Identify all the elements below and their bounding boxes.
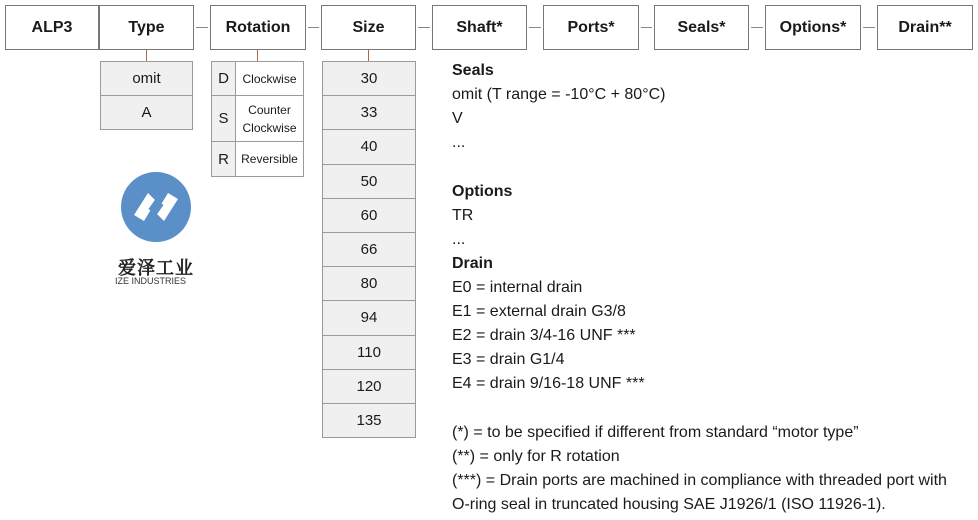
separator-dash: [196, 27, 208, 28]
logo-chinese-name: 爱泽工业: [118, 258, 194, 278]
size-option: 120: [322, 369, 416, 404]
separator-dash: [418, 27, 430, 28]
footnote: (***) = Drain ports are machined in compliance with threaded port with: [452, 472, 947, 489]
separator-dash: [863, 27, 875, 28]
connector-rotation: [257, 50, 258, 61]
seals-item: V: [452, 110, 463, 127]
rotation-label: Reversible: [241, 152, 298, 166]
footnote: (*) = to be specified if different from standard “motor type”: [452, 424, 859, 441]
header-box-drain: Drain**: [877, 5, 973, 50]
type-option-omit: omit: [100, 61, 193, 96]
connector-type: [146, 50, 147, 61]
size-option: 110: [322, 335, 416, 370]
rotation-label: Counter Clockwise: [242, 102, 297, 135]
size-option: 60: [322, 198, 416, 233]
ize-logo-icon: [120, 171, 192, 243]
separator-dash: [751, 27, 763, 28]
seals-item: omit (T range = -10°C + 80°C): [452, 86, 666, 103]
size-option: 80: [322, 266, 416, 301]
separator-dash: [529, 27, 541, 28]
separator-dash: [308, 27, 319, 28]
connector-size: [368, 50, 369, 61]
header-box-alp3: ALP3: [5, 5, 99, 50]
rotation-code: R: [212, 142, 236, 176]
rotation-row-s: [211, 96, 304, 142]
drain-item: E1 = external drain G3/8: [452, 303, 626, 320]
separator-dash: [641, 27, 652, 28]
size-option: 33: [322, 95, 416, 130]
header-box-type: Type: [99, 5, 194, 50]
rotation-row-d: [211, 61, 304, 96]
header-box-size: Size: [321, 5, 416, 50]
drain-item: E2 = drain 3/4-16 UNF ***: [452, 327, 636, 344]
options-item: ...: [452, 231, 466, 248]
size-option: 40: [322, 129, 416, 164]
drain-item: E4 = drain 9/16-18 UNF ***: [452, 375, 645, 392]
logo-english-name: IZE INDUSTRIES: [115, 276, 187, 286]
size-option: 94: [322, 300, 416, 335]
header-box-options: Options*: [765, 5, 861, 50]
size-option: 135: [322, 403, 416, 438]
rotation-label: Clockwise: [242, 71, 297, 86]
rotation-code: S: [212, 96, 236, 141]
header-box-seals: Seals*: [654, 5, 749, 50]
size-option: 50: [322, 164, 416, 199]
footnote: O-ring seal in truncated housing SAE J1926/1 (ISO 11926-1).: [452, 496, 886, 513]
seals-title: Seals: [452, 62, 494, 79]
header-box-ports: Ports*: [543, 5, 639, 50]
header-box-rotation: Rotation: [210, 5, 306, 50]
options-title: Options: [452, 183, 513, 200]
rotation-row-r: [211, 142, 304, 177]
rotation-code: D: [212, 62, 236, 95]
type-option-a: A: [100, 95, 193, 130]
size-option: 30: [322, 61, 416, 96]
drain-item: E3 = drain G1/4: [452, 351, 565, 368]
header-box-shaft: Shaft*: [432, 5, 527, 50]
seals-item: ...: [452, 134, 466, 151]
drain-title: Drain: [452, 255, 493, 272]
footnote: (**) = only for R rotation: [452, 448, 620, 465]
size-option: 66: [322, 232, 416, 267]
options-item: TR: [452, 207, 474, 224]
drain-item: E0 = internal drain: [452, 279, 583, 296]
